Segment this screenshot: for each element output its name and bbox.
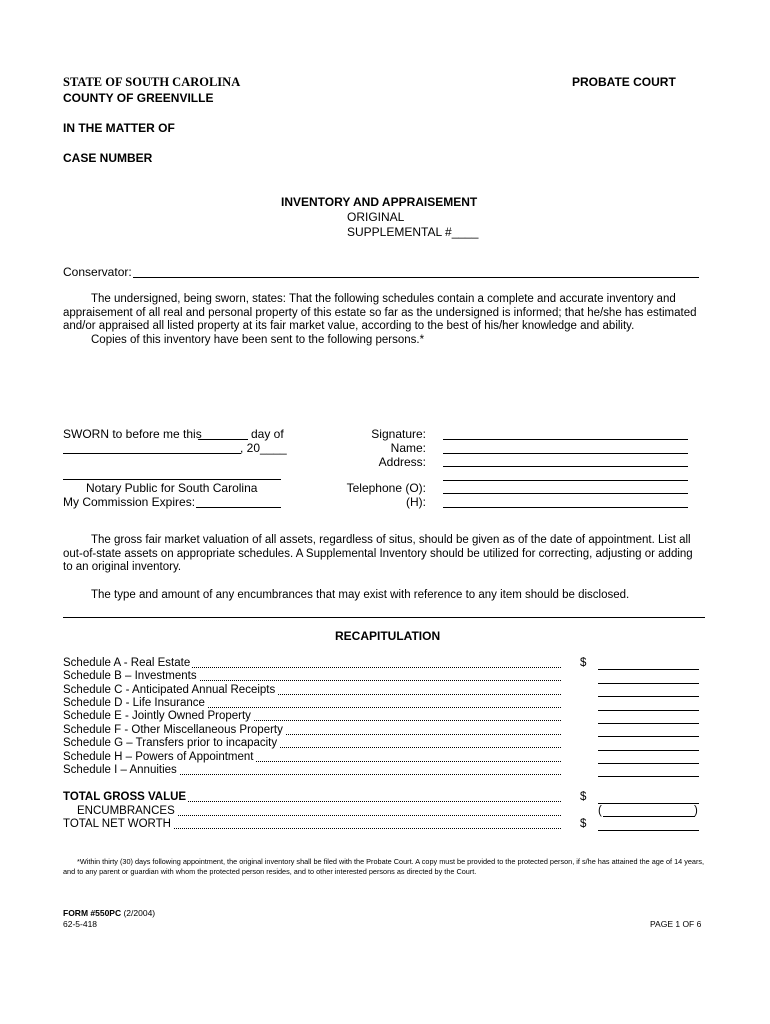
copies-sent-text: Copies of this inventory have been sent to the following persons.* bbox=[91, 333, 425, 346]
schedule-c-label: Schedule C - Anticipated Annual Receipts bbox=[63, 684, 276, 696]
commission-expires-field[interactable] bbox=[196, 494, 281, 508]
form-number-bold: FORM #550PC bbox=[63, 908, 122, 918]
schedule-a-row bbox=[63, 657, 561, 671]
state-name: STATE OF SOUTH CAROLINA bbox=[63, 75, 241, 89]
year-label: , 20____ bbox=[240, 441, 287, 455]
conservator-label: Conservator: bbox=[63, 265, 132, 279]
signature-field[interactable] bbox=[443, 426, 688, 440]
encumbrances-row bbox=[63, 805, 561, 819]
schedule-d-row bbox=[63, 697, 561, 711]
footnote: *Within thirty (30) days following appointment, the original inventory shall be filed with the Probate Court. A copy must be provided to the protected person, if s/he has attained the age of 14 years, and to any parent or guardian with whom the protected person resides, and to other interested persons as directed by the Court. bbox=[63, 857, 705, 876]
schedule-i-row bbox=[63, 764, 561, 778]
net-worth-label: TOTAL NET WORTH bbox=[63, 818, 171, 830]
notary-label: Notary Public for South Carolina bbox=[86, 481, 258, 495]
schedule-d-amount[interactable] bbox=[598, 697, 699, 711]
oath-text bbox=[63, 293, 703, 347]
schedule-e-amount[interactable] bbox=[598, 710, 699, 724]
net-worth-row bbox=[63, 818, 561, 832]
court-name: PROBATE COURT bbox=[572, 75, 676, 89]
schedule-f-label: Schedule F - Other Miscellaneous Property bbox=[63, 724, 283, 736]
schedule-h-amount[interactable] bbox=[598, 750, 699, 764]
schedule-g-row bbox=[63, 737, 561, 751]
telephone-home-field[interactable] bbox=[443, 494, 688, 508]
schedule-h-row bbox=[63, 751, 561, 765]
telephone-office-field[interactable] bbox=[443, 480, 688, 494]
recap-heading: RECAPITULATION bbox=[335, 629, 441, 643]
section-divider bbox=[63, 617, 705, 618]
schedule-i-amount[interactable] bbox=[598, 763, 699, 777]
encumbrances-label: ENCUMBRANCES bbox=[63, 805, 177, 817]
statute-number: 62-5-418 bbox=[63, 919, 98, 929]
form-date: (2/2004) bbox=[121, 908, 156, 918]
conservator-field[interactable] bbox=[133, 264, 699, 278]
county-name: COUNTY OF GREENVILLE bbox=[63, 91, 214, 105]
schedule-b-label: Schedule B – Investments bbox=[63, 670, 197, 682]
schedule-h-label: Schedule H – Powers of Appointment bbox=[63, 751, 254, 763]
schedule-f-row bbox=[63, 724, 561, 738]
net-worth-dollar: $ bbox=[580, 818, 587, 830]
sworn-month-field[interactable] bbox=[63, 440, 241, 454]
valuation-instructions: The gross fair market valuation of all assets, regardless of situs, should be given as of the date of appointment. List all out-of-state assets on appropriate schedules. A Supplemental Inventory should be utilized for correcting, adjusting or adding to an original inventory. bbox=[63, 534, 693, 573]
schedule-g-amount[interactable] bbox=[598, 737, 699, 751]
day-of-label: day of bbox=[251, 427, 284, 441]
schedule-a-amount[interactable] bbox=[598, 656, 699, 670]
schedule-g-label: Schedule G – Transfers prior to incapacity bbox=[63, 737, 278, 749]
total-gross-amount[interactable] bbox=[598, 790, 699, 804]
supplemental-option: SUPPLEMENTAL #____ bbox=[347, 225, 479, 239]
oath-paragraph: The undersigned, being sworn, states: That the following schedules contain a complete and accurate inventory and appraisement of all real and personal property of this estate so far as the undersigned is informed; that he/she has estimated and/or appraised all listed property at its fair market value, according to the best of his/her knowledge and ability. bbox=[63, 293, 697, 332]
commission-label: My Commission Expires: bbox=[63, 495, 196, 509]
instructions bbox=[63, 534, 705, 575]
name-label: Name: bbox=[390, 441, 426, 455]
original-option: ORIGINAL bbox=[347, 210, 405, 224]
address-field-1[interactable] bbox=[443, 453, 688, 467]
sworn-before-label: SWORN to before me this bbox=[63, 427, 202, 441]
dollar-sign: $ bbox=[580, 657, 587, 669]
encumbrance-instructions-wrap bbox=[63, 589, 705, 603]
signature-label: Signature: bbox=[371, 427, 426, 441]
form-title: INVENTORY AND APPRAISEMENT bbox=[281, 195, 478, 209]
total-gross-label: TOTAL GROSS VALUE bbox=[63, 791, 187, 803]
schedule-c-row bbox=[63, 684, 561, 698]
schedule-i-label: Schedule I – Annuities bbox=[63, 764, 177, 776]
form-number bbox=[63, 908, 155, 918]
page-number: PAGE 1 OF 6 bbox=[650, 919, 702, 929]
total-gross-row bbox=[63, 791, 561, 805]
name-field[interactable] bbox=[443, 440, 688, 454]
sworn-day-field[interactable] bbox=[198, 427, 248, 440]
total-gross-dollar: $ bbox=[580, 791, 587, 803]
notary-signature-line[interactable] bbox=[63, 466, 281, 480]
encumbrances-paren-close: ) bbox=[694, 805, 698, 817]
telephone-office-label: Telephone (O): bbox=[346, 481, 426, 495]
schedule-e-label: Schedule E - Jointly Owned Property bbox=[63, 710, 251, 722]
schedule-a-label: Schedule A - Real Estate bbox=[63, 657, 191, 669]
schedule-b-row bbox=[63, 670, 561, 684]
schedule-d-label: Schedule D - Life Insurance bbox=[63, 697, 205, 709]
net-worth-amount[interactable] bbox=[598, 817, 699, 831]
schedule-e-row bbox=[63, 710, 561, 724]
matter-label: IN THE MATTER OF bbox=[63, 121, 175, 135]
encumbrances-paren-open: ( bbox=[598, 805, 602, 817]
encumbrance-instructions: The type and amount of any encumbrances that may exist with reference to any item should be disclosed. bbox=[91, 589, 630, 601]
schedule-c-amount[interactable] bbox=[598, 683, 699, 697]
schedule-b-amount[interactable] bbox=[598, 670, 699, 684]
address-label: Address: bbox=[378, 455, 426, 469]
encumbrances-amount[interactable] bbox=[603, 803, 695, 817]
schedule-f-amount[interactable] bbox=[598, 723, 699, 737]
telephone-home-label: (H): bbox=[406, 495, 426, 509]
address-field-2[interactable] bbox=[443, 467, 688, 481]
case-number-label: CASE NUMBER bbox=[63, 151, 153, 165]
